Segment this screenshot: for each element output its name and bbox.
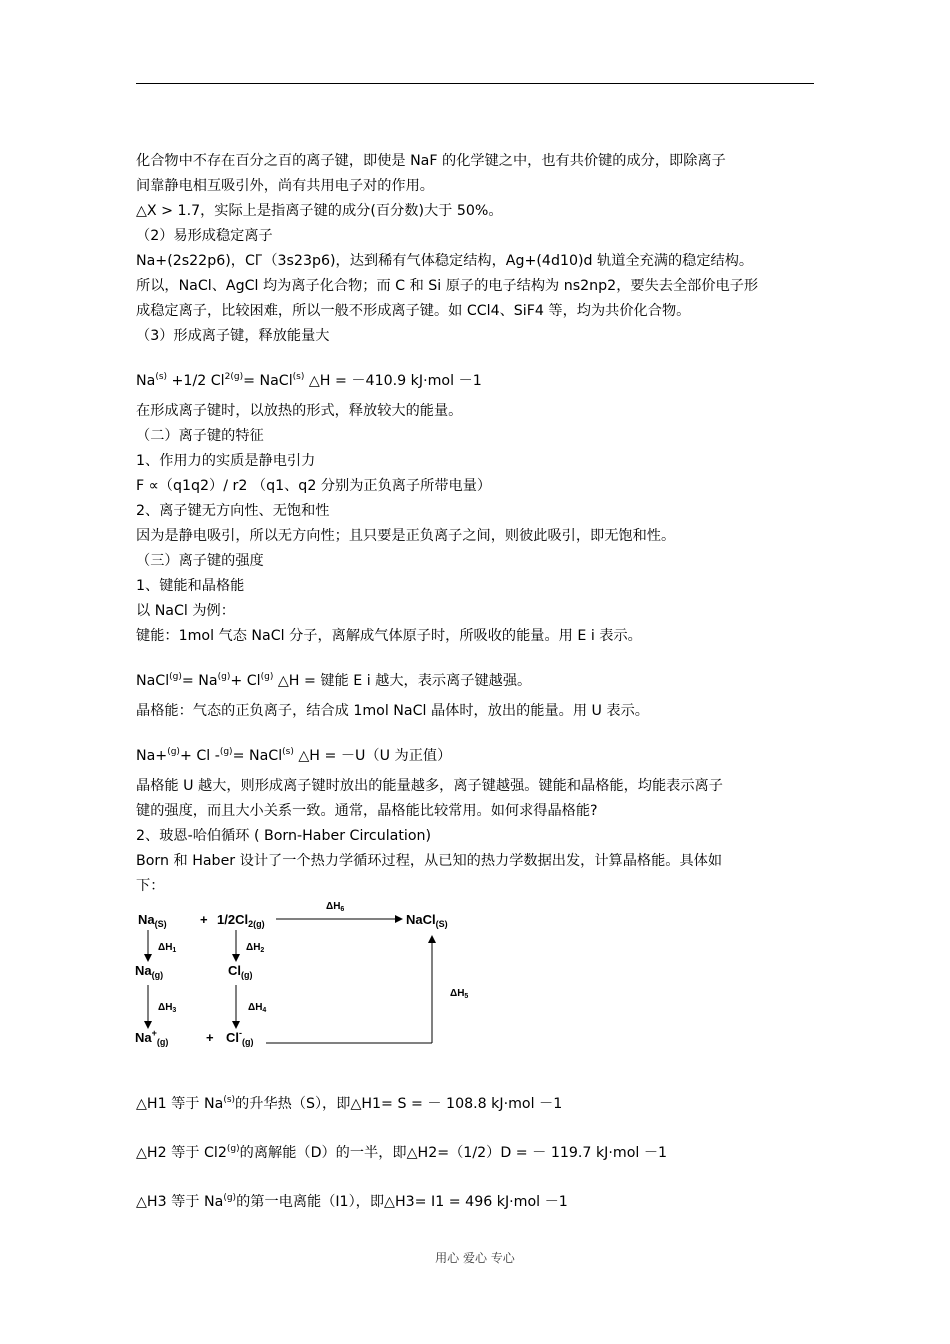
- equation-lattice-energy: Na+$^{(g)}$+ Cl -$^{(g)}$= NaCl$^{(s)}$ △H = －U（U 为正值）: [136, 747, 452, 764]
- dh2-label: $\Delta H_2$: [246, 942, 265, 954]
- nacl-solid-label: NaCl$_{(S)}$: [406, 912, 448, 929]
- section-heading: （2）易形成稳定离子: [136, 228, 273, 244]
- text-line: 键的强度，而且大小关系一致。通常，晶格能比较常用。如何求得晶格能?: [136, 803, 598, 819]
- section-heading: （二）离子键的特征: [136, 428, 264, 444]
- plus-sign: +: [206, 1030, 214, 1045]
- text-line: Born 和 Haber 设计了一个热力学循环过程，从已知的热力学数据出发，计算晶格能。具体如: [136, 853, 723, 869]
- born-haber-cycle-diagram: [130, 895, 490, 1060]
- text-line: 1、键能和晶格能: [136, 578, 245, 594]
- header-rule: [136, 83, 814, 84]
- text-line: Na+(2s22p6)，Cl ̄（3s23p6)，达到稀有气体稳定结构，Ag+(4d10)d 轨道全充满的稳定结构。: [136, 253, 754, 269]
- formula-line: F ∝（q1q2）/ r2 （q1、q2 分别为正负离子所带电量）: [136, 478, 492, 494]
- page-footer: 用心 爱心 专心: [435, 1251, 515, 1265]
- dh5-label: $\Delta H_5$: [450, 988, 469, 1000]
- text-line: 晶格能：气态的正负离子，结合成 1mol NaCl 晶体时，放出的能量。用 U 表示。: [136, 703, 649, 719]
- na-ion-label: $Na^+_{(g)}$: [135, 1028, 169, 1047]
- text-line: 因为是静电吸引，所以无方向性；且只要是正负离子之间，则彼此吸引，即无饱和性。: [136, 528, 676, 544]
- na-solid-label: $Na_{(S)}$: [138, 912, 167, 929]
- cl2-gas-label: $1/2Cl_{2(g)}$: [217, 912, 265, 929]
- step-dh2: △H2 等于 Cl2$^{(g)}$的离解能（D）的一半，即△H2=（1/2）D = － 119.7 kJ·mol －1: [136, 1144, 668, 1161]
- na-gas-label: $Na_{(g)}$: [135, 963, 164, 980]
- dh3-label: $\Delta H_3$: [158, 1002, 177, 1014]
- text-line: 1、作用力的实质是静电引力: [136, 453, 316, 469]
- text-line: 在形成离子键时，以放热的形式，释放较大的能量。: [136, 403, 463, 419]
- equation-bond-energy: NaCl$^{(g)}$= $Na^{(g)}+ Cl^{(g)}$ △H = 键能 E i 越大，表示离子键越强。: [136, 672, 532, 689]
- step-dh1: △H1 等于 Na$^{(s)}$的升华热（S），即△H1= S = － 108.8 kJ·mol －1: [136, 1095, 563, 1112]
- cl-gas-label: $Cl_{(g)}$: [228, 963, 253, 980]
- text-line: 2、离子键无方向性、无饱和性: [136, 503, 330, 519]
- text-line: 晶格能 U 越大，则形成离子键时放出的能量越多，离子键越强。键能和晶格能，均能表示离子: [136, 778, 723, 794]
- section-heading: （三）离子键的强度: [136, 553, 264, 569]
- text-line: 成稳定离子，比较困难，所以一般不形成离子键。如 CCl4、SiF4 等，均为共价化合物。: [136, 303, 691, 319]
- dh1-label: $\Delta H_1$: [158, 942, 177, 954]
- text-line: △X > 1.7，实际上是指离子键的成分(百分数)大于 50%。: [136, 203, 503, 219]
- dh6-label: $\Delta H_6$: [326, 901, 345, 913]
- section-heading: （3）形成离子键，释放能量大: [136, 328, 330, 344]
- section-heading: 2、玻恩-哈伯循环 ( Born-Haber Circulation): [136, 828, 432, 844]
- text-line: 间靠静电相互吸引外，尚有共用电子对的作用。: [136, 178, 434, 194]
- text-line: 化合物中不存在百分之百的离子键，即使是 NaF 的化学键之中，也有共价键的成分，即除离子: [136, 153, 726, 169]
- text-line: 以 NaCl 为例：: [136, 603, 235, 619]
- plus-sign: +: [200, 912, 208, 927]
- text-line: 所以，NaCl、AgCl 均为离子化合物；而 C 和 Si 原子的电子结构为 ns2np2，要失去全部价电子形: [136, 278, 759, 294]
- dh4-label: $\Delta H_4$: [248, 1002, 267, 1014]
- step-dh3: △H3 等于 Na$^{(g)}$的第一电离能（I1），即△H3= I1 = 496 kJ·mol －1: [136, 1193, 568, 1210]
- text-line: 下：: [136, 878, 165, 894]
- text-line: 键能：1mol 气态 NaCl 分子，离解成气体原子时，所吸收的能量。用 E i 表示。: [136, 628, 642, 644]
- cl-ion-label: $Cl^-_{(g)}$: [226, 1028, 254, 1047]
- equation-formation: $Na^{(s)} +1/2$ $Cl^{2(g)}=$ NaCl$^{(s)}$ △H = －410.9 kJ·mol －1: [136, 372, 482, 389]
